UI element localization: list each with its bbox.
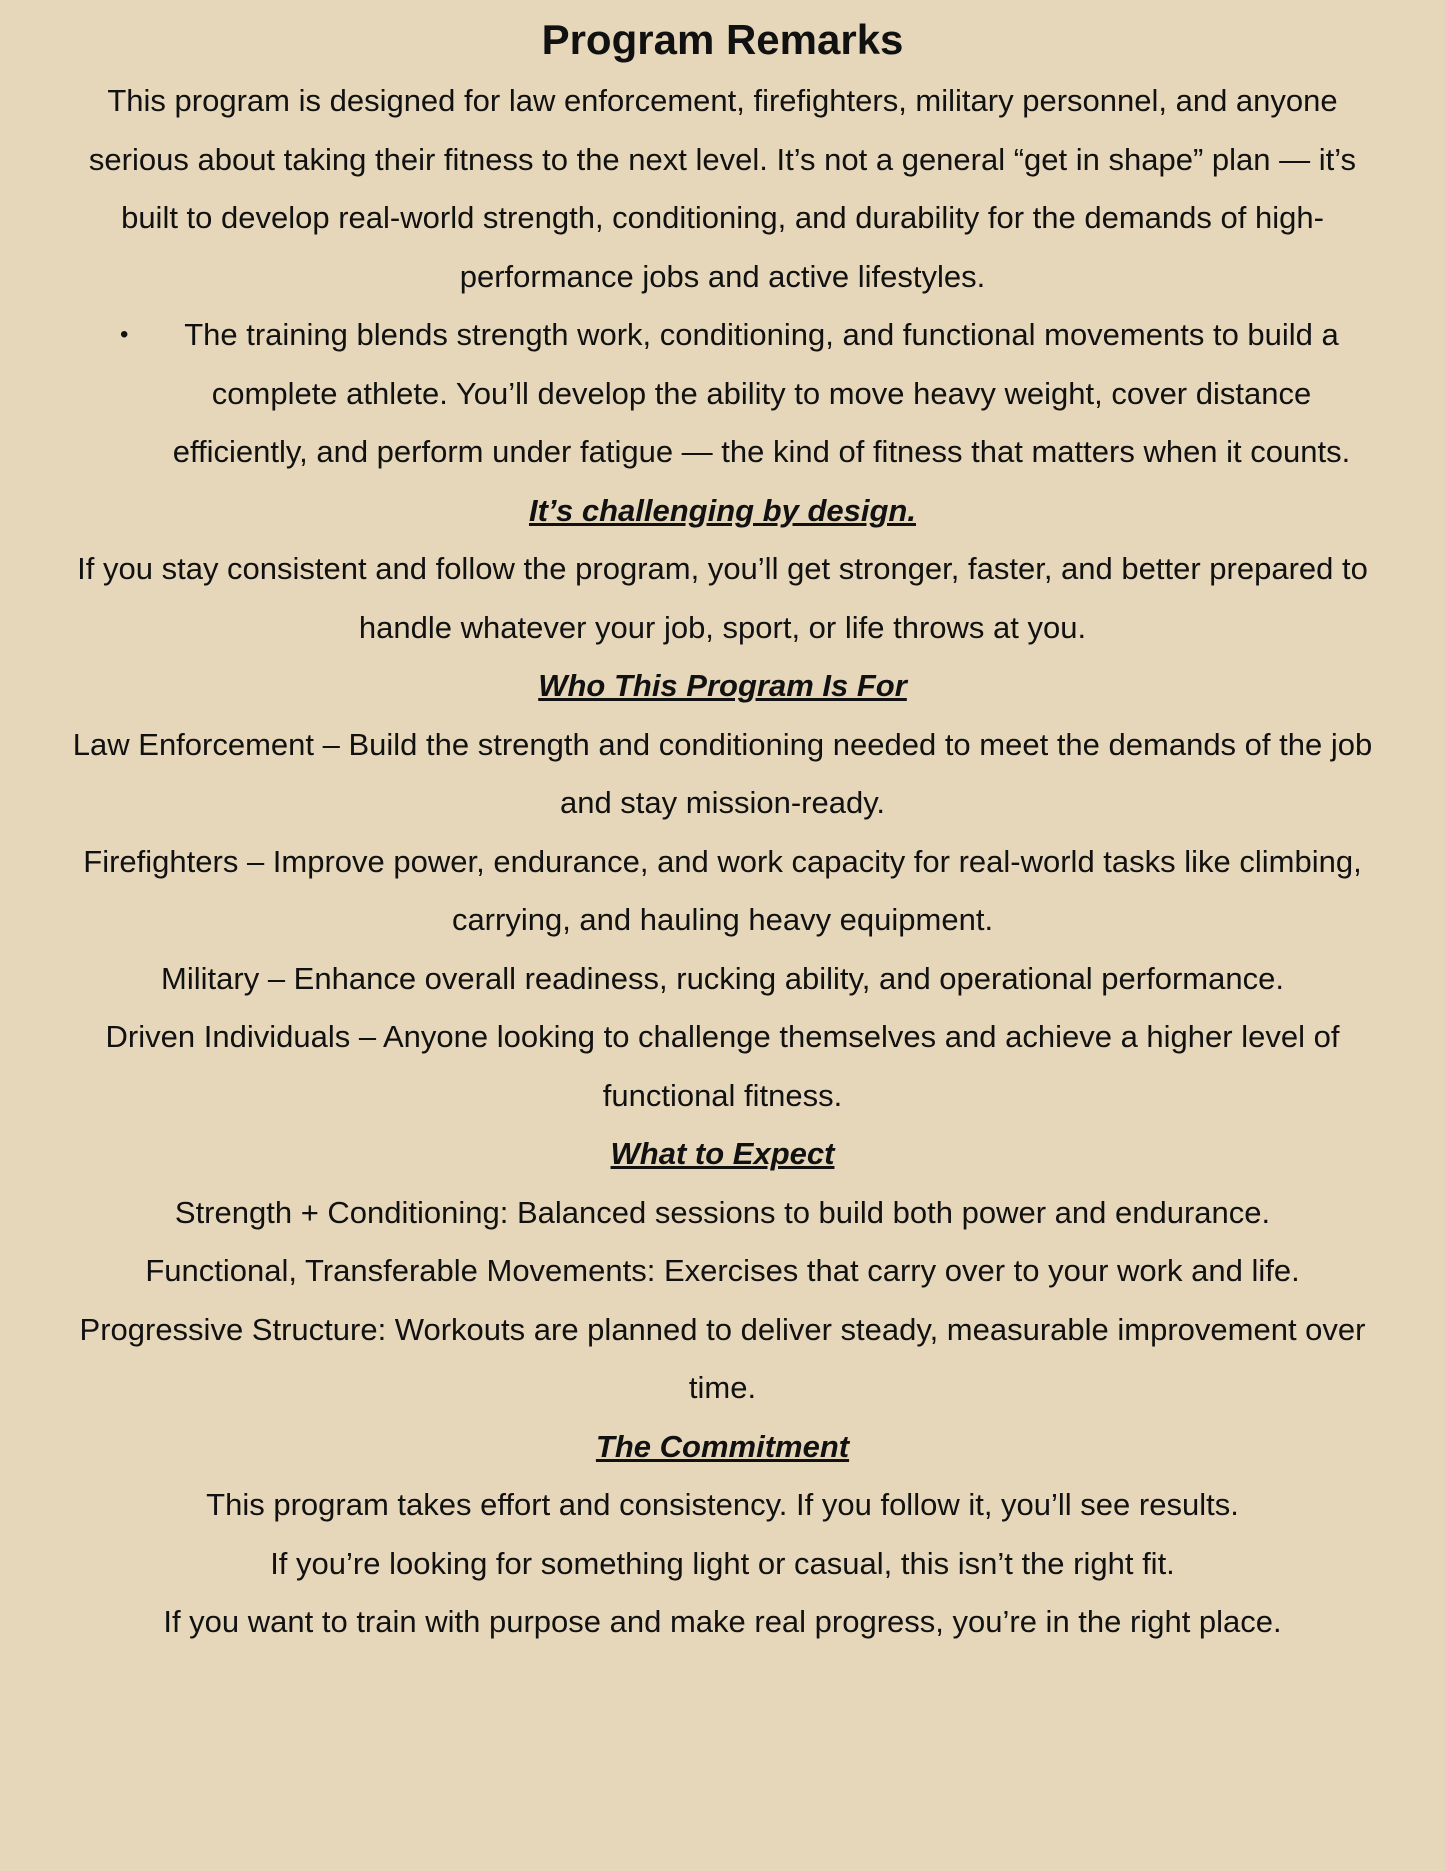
expect-item-strength-conditioning: Strength + Conditioning: Balanced sessions to build both power and endurance. xyxy=(174,1194,1271,1230)
commitment-line: If you’re looking for something light or casual, this isn’t the right fit. xyxy=(270,1545,1175,1581)
bullet-icon: • xyxy=(120,321,129,348)
expect-item-progressive-structure: Progressive Structure: Workouts are planned to deliver steady, measurable improvement over time. xyxy=(79,1311,1366,1405)
training-bullet-list xyxy=(70,306,1375,482)
expect-heading: What to Expect xyxy=(610,1136,835,1171)
intro-paragraph: This program is designed for law enforcement, firefighters, military personnel, and anyone serious about taking their fitness to the next level. It’s not a general “get in shape” plan — it’s built to develop real-world strength, conditioning, and durability for the demands of high-performance jobs and active lifestyles. xyxy=(88,83,1357,294)
who-item-military: Military – Enhance overall readiness, rucking ability, and operational performance. xyxy=(161,960,1284,996)
who-item-firefighters: Firefighters – Improve power, endurance, and work capacity for real-world tasks like climbing, carrying, and hauling heavy equipment. xyxy=(83,843,1362,937)
challenge-heading: It’s challenging by design. xyxy=(528,492,916,528)
training-bullet-item xyxy=(120,306,1375,482)
commitment-line: If you want to train with purpose and make real progress, you’re in the right place. xyxy=(163,1604,1282,1639)
page-title: Program Remarks xyxy=(541,16,904,63)
commitment-heading: The Commitment xyxy=(595,1428,850,1464)
who-heading: Who This Program Is For xyxy=(538,668,907,703)
training-bullet-text: The training blends strength work, conditioning, and functional movements to build a complete athlete. You’ll develop the ability to move heavy weight, cover distance efficiently, and perform under fatigue — the kind of fitness that matters when it counts. xyxy=(172,317,1351,469)
commitment-line: This program takes effort and consistency. If you follow it, you’ll see results. xyxy=(206,1487,1239,1522)
who-item-law-enforcement: Law Enforcement – Build the strength and conditioning needed to meet the demands of the job and stay mission-ready. xyxy=(72,726,1373,820)
who-item-driven-individuals: Driven Individuals – Anyone looking to challenge themselves and achieve a higher level of functional fitness. xyxy=(105,1019,1340,1113)
challenge-text: If you stay consistent and follow the program, you’ll get stronger, faster, and better prepared to handle whatever your job, sport, or life throws at you. xyxy=(77,551,1368,645)
expect-item-functional-movements: Functional, Transferable Movements: Exercises that carry over to your work and life. xyxy=(145,1253,1300,1288)
